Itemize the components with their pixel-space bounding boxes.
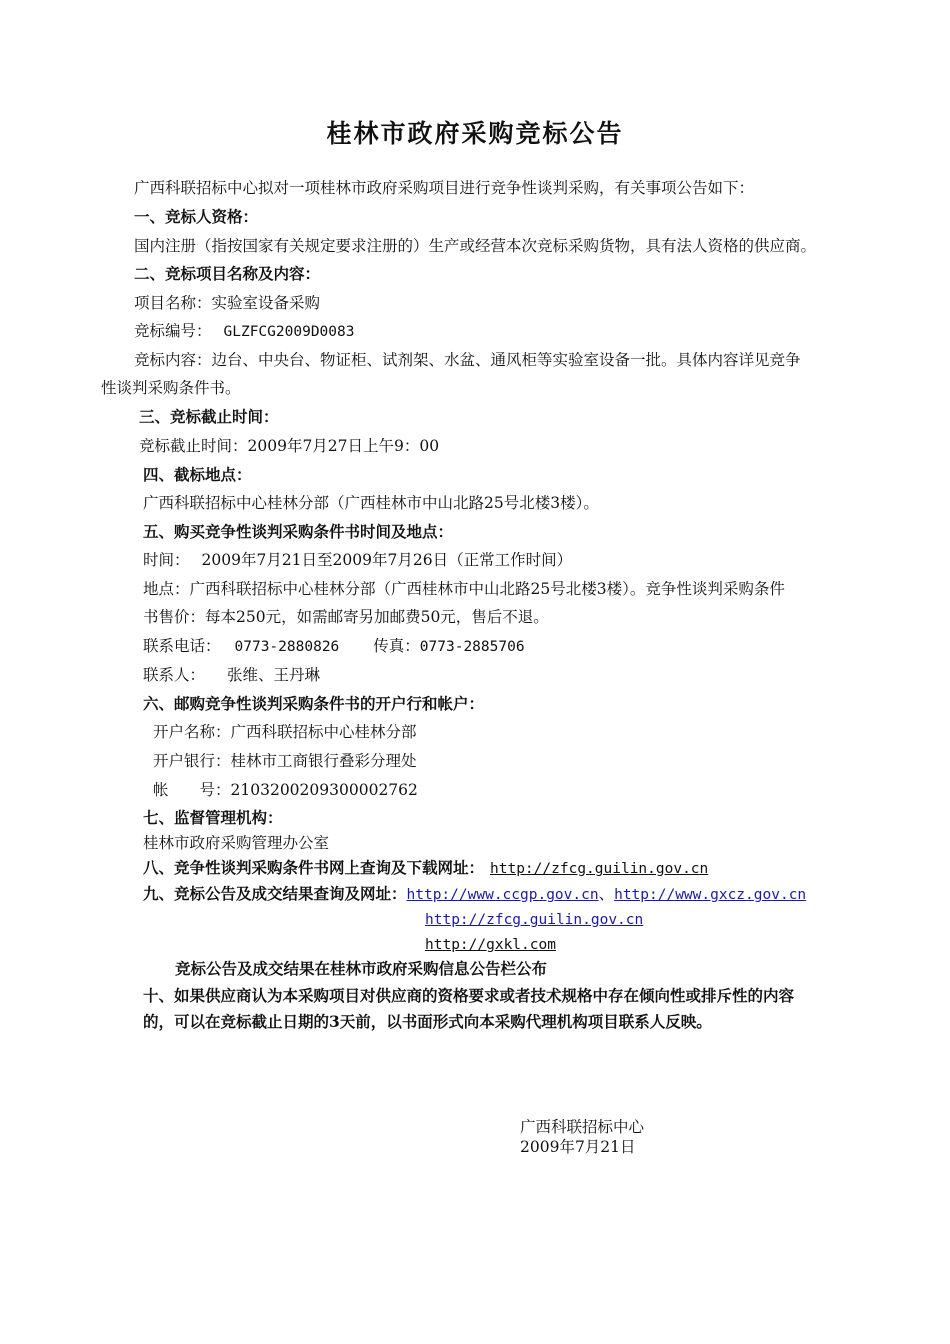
- gxkl-link[interactable]: http://gxkl.com: [425, 937, 556, 953]
- account-number-row: [153, 780, 418, 800]
- section-5-heading: 五、购买竞争性谈判采购条件书时间及地点：: [143, 522, 454, 541]
- purchase-time-row: [143, 550, 572, 570]
- section-9-link-row-3: [425, 934, 556, 955]
- closing-location: 广西科联招标中心桂林分部（广西桂林市中山北路25号北楼3楼）。: [143, 494, 599, 512]
- section-1-text: 国内注册（指按国家有关规定要求注册的）生产或经营本次竞标采购货物，具有法人资格的供应商。: [134, 237, 817, 255]
- account-name: 开户名称：广西科联招标中心桂林分部: [153, 723, 417, 741]
- account-number: 2103200209300002762: [230, 781, 418, 799]
- zfcg-link[interactable]: http://zfcg.guilin.gov.cn: [425, 912, 644, 928]
- download-link[interactable]: http://zfcg.guilin.gov.cn: [490, 861, 709, 877]
- fax-number: 0773-2885706: [419, 639, 525, 655]
- section-8-heading: 八、竞争性谈判采购条件书网上查询及下载网址：: [143, 858, 485, 877]
- account-number-label: 帐 号：: [153, 781, 231, 799]
- section-2-heading: 二、竞标项目名称及内容：: [134, 264, 321, 283]
- signature-date: 2009年7月21日: [520, 1138, 636, 1156]
- phone-number: 0773-2880826: [234, 639, 340, 655]
- section-10-line-1: 十、如果供应商认为本采购项目对供应商的资格要求或者技术规格中存在倾向性或排斥性的内容: [143, 986, 795, 1005]
- project-name: 项目名称：实验室设备采购: [134, 294, 321, 312]
- section-9-heading: 九、竞标公告及成交结果查询及网址：: [143, 884, 407, 903]
- link-separator: 、: [598, 885, 615, 903]
- gxcz-link[interactable]: http://www.gxcz.gov.cn: [614, 887, 807, 903]
- announcement-note: 竞标公告及成交结果在桂林市政府采购信息公告栏公布: [175, 959, 548, 978]
- section-4-heading: 四、截标地点：: [143, 465, 252, 484]
- bid-number-row: [134, 321, 354, 342]
- bid-number: GLZFCG2009D0083: [223, 324, 355, 340]
- purchase-place-line-1: 地点：广西科联招标中心桂林分部（广西桂林市中山北路25号北楼3楼）。竞争性谈判采购条件: [143, 580, 785, 598]
- phone-fax-row: [143, 636, 525, 657]
- deadline-text: 竞标截止时间：2009年7月27日上午9：00: [139, 437, 440, 455]
- section-7-heading: 七、监督管理机构：: [143, 808, 283, 827]
- purchase-time: 2009年7月21日至2009年7月26日（正常工作时间）: [201, 551, 573, 569]
- signature-org: 广西科联招标中心: [520, 1118, 645, 1136]
- ccgp-link[interactable]: http://www.ccgp.gov.cn: [406, 887, 599, 903]
- section-3-heading: 三、竞标截止时间：: [139, 407, 279, 426]
- bid-content-line-1: 竞标内容：边台、中央台、物证柜、试剂架、水盆、通风柜等实验室设备一批。具体内容详见竞争: [134, 351, 801, 369]
- purchase-time-label: 时间：: [143, 551, 190, 569]
- page-title: 桂林市政府采购竞标公告: [326, 119, 624, 148]
- supervisor-text: 桂林市政府采购管理办公室: [143, 834, 330, 852]
- purchase-place-line-2: 书售价：每本250元，如需邮寄另加邮费50元，售后不退。: [143, 608, 549, 626]
- section-1-heading: 一、竞标人资格：: [134, 207, 259, 226]
- section-8-row: [143, 858, 708, 879]
- section-9-link-row-2: [425, 909, 643, 930]
- section-10-line-2: 的，可以在竞标截止日期的3天前，以书面形式向本采购代理机构项目联系人反映。: [143, 1012, 712, 1031]
- contact-label: 联系人：: [143, 666, 206, 684]
- section-9-row: [143, 884, 806, 905]
- section-6-heading: 六、邮购竞争性谈判采购条件书的开户行和帐户：: [143, 694, 485, 713]
- bid-content-line-2: 性谈判采购条件书。: [101, 379, 241, 397]
- contact-row: [143, 665, 320, 685]
- fax-label: 传真：: [373, 637, 420, 655]
- intro-text: 广西科联招标中心拟对一项桂林市政府采购项目进行竞争性谈判采购，有关事项公告如下：: [134, 179, 755, 197]
- bank-name: 开户银行：桂林市工商银行叠彩分理处: [153, 752, 417, 770]
- contact-person: 张维、王丹琳: [227, 666, 321, 684]
- bid-number-label: 竞标编号：: [134, 322, 212, 340]
- phone-label: 联系电话：: [143, 637, 221, 655]
